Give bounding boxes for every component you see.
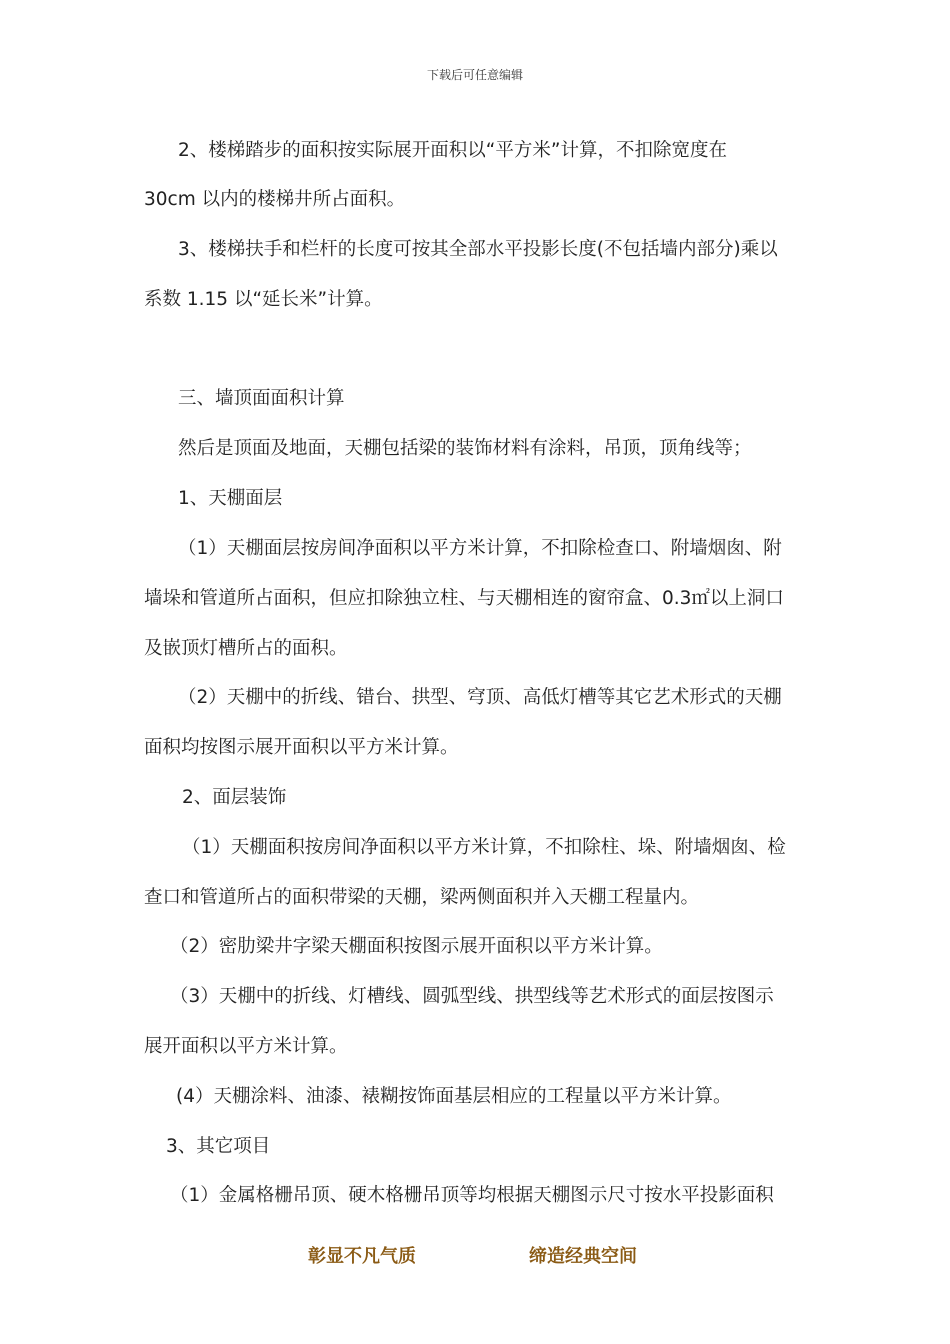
paragraph-line: （2）天棚中的折线、错台、拱型、穹顶、高低灯槽等其它艺术形式的天棚 [178, 687, 782, 708]
paragraph-line: 查口和管道所占的面积带梁的天棚，梁两侧面积并入天棚工程量内。 [144, 887, 700, 908]
footer-slogan-right: 缔造经典空间 [529, 1246, 637, 1267]
paragraph-line: 墙垛和管道所占面积，但应扣除独立柱、与天棚相连的窗帘盒、0.3㎡以上洞口 [144, 588, 784, 609]
subsection-heading: 2、面层装饰 [182, 787, 287, 808]
paragraph-line: （1）天棚面层按房间净面积以平方米计算，不扣除检查口、附墙烟囱、附 [178, 538, 782, 559]
paragraph-line: 2、楼梯踏步的面积按实际展开面积以“平方米”计算，不扣除宽度在 [178, 140, 727, 161]
paragraph-line: (4）天棚涂料、油漆、裱糊按饰面基层相应的工程量以平方米计算。 [176, 1086, 732, 1107]
paragraph-line: 系数 1.15 以“延长米”计算。 [144, 289, 383, 310]
paragraph-line: （2）密肋梁井字梁天棚面积按图示展开面积以平方米计算。 [170, 936, 663, 957]
paragraph-line: （1）金属格栅吊顶、硬木格栅吊顶等均根据天棚图示尺寸按水平投影面积 [170, 1185, 774, 1206]
subsection-heading: 1、天棚面层 [178, 488, 283, 509]
paragraph-line: （3）天棚中的折线、灯槽线、圆弧型线、拱型线等艺术形式的面层按图示 [170, 986, 774, 1007]
paragraph-line: 及嵌顶灯槽所占的面积。 [144, 638, 348, 659]
page-header: 下载后可任意编辑 [426, 68, 523, 82]
paragraph-line: 30cm 以内的楼梯井所占面积。 [144, 189, 406, 210]
paragraph-line: （1）天棚面积按房间净面积以平方米计算，不扣除柱、垛、附墙烟囱、检 [182, 837, 786, 858]
footer-slogan-left: 彰显不凡气质 [308, 1246, 416, 1267]
paragraph-line: 展开面积以平方米计算。 [144, 1036, 348, 1057]
subsection-heading: 3、其它项目 [166, 1136, 271, 1157]
paragraph-line: 3、楼梯扶手和栏杆的长度可按其全部水平投影长度(不包括墙内部分)乘以 [178, 239, 778, 260]
paragraph-line: 面积均按图示展开面积以平方米计算。 [144, 737, 459, 758]
paragraph-line: 然后是顶面及地面，天棚包括梁的装饰材料有涂料，吊顶，顶角线等； [178, 438, 752, 459]
section-heading: 三、墙顶面面积计算 [178, 388, 345, 409]
